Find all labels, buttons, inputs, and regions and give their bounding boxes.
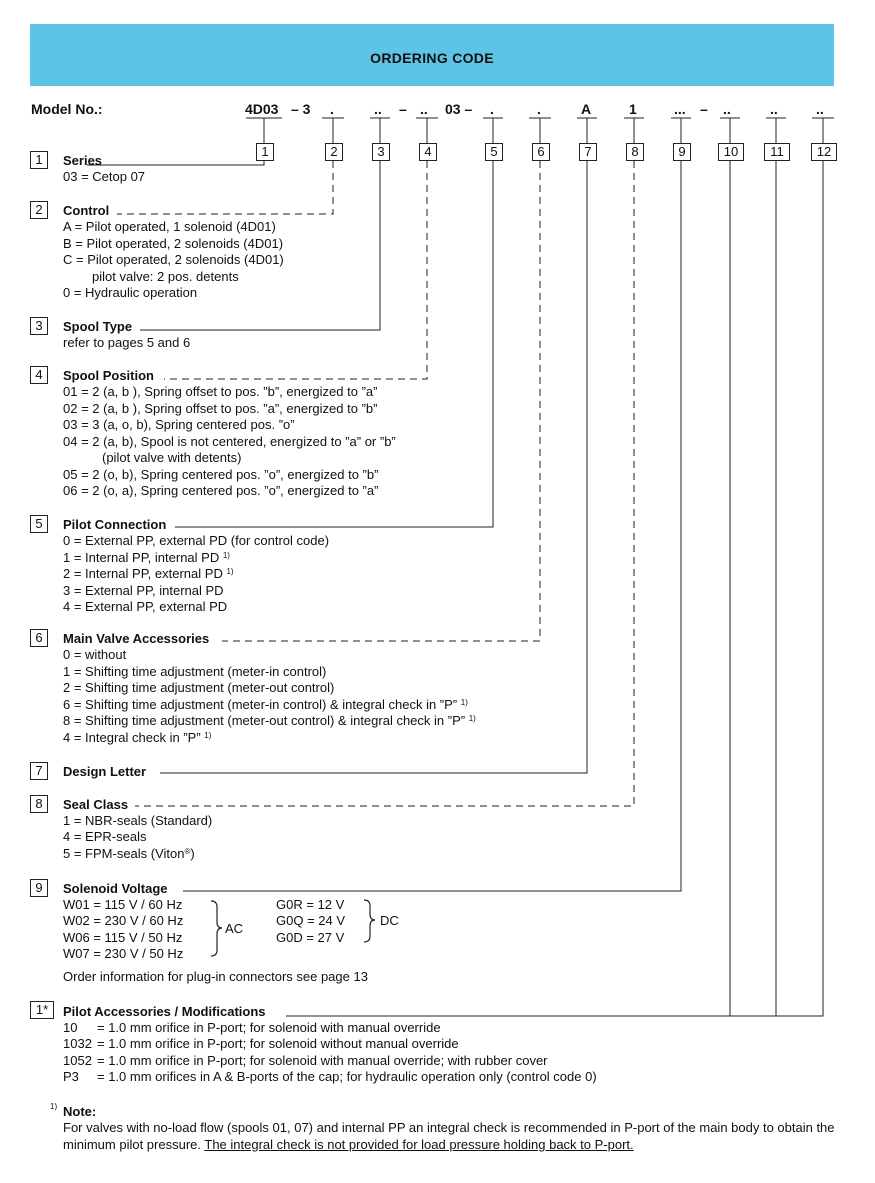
modification-option: 1052 = 1.0 mm orifice in P-port; for solenoid with manual override; with rubber cover: [63, 1053, 548, 1068]
section-4-line: 01 = 2 (a, b ), Spring offset to pos. ”b”, energized to ”a”: [63, 384, 378, 399]
section-8-line: 1 = NBR-seals (Standard): [63, 813, 213, 828]
code-seg-mod1: ..: [723, 101, 731, 117]
code-seg-spool-position: ..: [420, 101, 428, 117]
voltage-dc-option: G0Q = 24 V: [276, 913, 346, 928]
section-6-number: 6: [30, 629, 48, 647]
code-seg-dash: –: [399, 101, 407, 117]
section-5-line: 3 = External PP, internal PD: [63, 583, 224, 598]
section-5-number: 5: [30, 515, 48, 533]
section-7-title: Design Letter: [63, 764, 147, 779]
section-10-number: 1*: [30, 1001, 54, 1019]
connector-order-info: Order information for plug-in connectors see page 13: [63, 969, 368, 984]
code-seg-design-letter: A: [581, 101, 592, 117]
section-6-line: 0 = without: [63, 647, 127, 662]
voltage-ac-option: W02 = 230 V / 60 Hz: [63, 913, 184, 928]
section-4-line: 06 = 2 (o, a), Spring centered pos. ”o”, energized to ”a”: [63, 483, 379, 498]
section-5-line: 1 = Internal PP, internal PD $^{1)}$: [63, 550, 230, 565]
section-1-title: Series: [63, 153, 103, 168]
modification-option: 10 = 1.0 mm orifice in P-port; for solenoid with manual override: [63, 1020, 441, 1035]
code-box-11: 11: [764, 143, 790, 161]
voltage-dc-label: DC: [380, 913, 399, 928]
section-1-line: 03 = Cetop 07: [63, 169, 146, 184]
section-8-number: 8: [30, 795, 48, 813]
section-6-line: 2 = Shifting time adjustment (meter-out control): [63, 680, 335, 695]
voltage-ac-label: AC: [225, 921, 244, 936]
modification-option: P3 = 1.0 mm orifices in A & B-ports of the cap; for hydraulic operation only (control code 0): [63, 1069, 597, 1084]
voltage-ac-option: W07 = 230 V / 50 Hz: [63, 946, 184, 961]
code-seg-accessories: .: [537, 101, 541, 117]
code-seg-mod2: ..: [770, 101, 778, 117]
section-6-line: 4 = Integral check in ”P” $^{1)}$: [63, 730, 212, 745]
section-6-line: 8 = Shifting time adjustment (meter-out control) & integral check in ”P” $^{1)}$: [63, 713, 476, 728]
note-footnote-mark: 1): [50, 1102, 58, 1111]
voltage-dc-option: G0D = 27 V: [276, 930, 345, 945]
code-seg-spool-type: ..: [374, 101, 382, 117]
section-4-number: 4: [30, 366, 48, 384]
code-box-12: 12: [811, 143, 837, 161]
voltage-dc-option: G0R = 12 V: [276, 897, 345, 912]
section-8-line: 4 = EPR-seals: [63, 829, 147, 844]
section-5-line: 4 = External PP, external PD: [63, 599, 228, 614]
voltage-ac-option: W01 = 115 V / 60 Hz: [63, 897, 183, 912]
note-text: For valves with no-load flow (spools 01, 07) and internal PP an integral check is recommended in P-port of the main body to obtain the minimum pilot pressure. The integral check is not provided for load pressure holding back to P-port.: [63, 1120, 835, 1152]
code-box-10: 10: [718, 143, 744, 161]
section-2-title: Control: [63, 203, 110, 218]
footnote-mark: 1): [468, 714, 476, 723]
code-seg-pilot-connection: .: [490, 101, 494, 117]
footnote-mark: 1): [226, 567, 234, 576]
modification-option: 1032 = 1.0 mm orifice in P-port; for solenoid without manual override: [63, 1036, 459, 1051]
section-2-line: C = Pilot operated, 2 solenoids (4D01): [63, 252, 284, 267]
section-1-number: 1: [30, 151, 48, 169]
section-4-line: 03 = 3 (a, o, b), Spring centered pos. ”o”: [63, 417, 295, 432]
section-10-title: Pilot Accessories / Modifications: [63, 1004, 266, 1019]
section-9-title: Solenoid Voltage: [63, 881, 168, 896]
section-2-line: 0 = Hydraulic operation: [63, 285, 198, 300]
section-6-line: 6 = Shifting time adjustment (meter-in control) & integral check in ”P” $^{1)}$: [63, 697, 468, 712]
section-2-line: A = Pilot operated, 1 solenoid (4D01): [63, 219, 276, 234]
note-underlined-text: The integral check is not provided for load pressure holding back to P-port.: [204, 1136, 634, 1152]
note-title: Note:: [63, 1104, 97, 1119]
model-no-label: Model No.:: [31, 101, 103, 117]
code-seg-seal-class: 1: [629, 101, 637, 117]
section-5-line: 0 = External PP, external PD (for control code): [63, 533, 330, 548]
code-seg-voltage: ...: [674, 101, 686, 117]
section-9-number: 9: [30, 879, 48, 897]
section-4-line: (pilot valve with detents): [102, 450, 242, 465]
section-6-line: 1 = Shifting time adjustment (meter-in control): [63, 664, 327, 679]
footnote-mark: 1): [460, 698, 468, 707]
section-3-line: refer to pages 5 and 6: [63, 335, 191, 350]
section-3-title: Spool Type: [63, 319, 133, 334]
section-4-title: Spool Position: [63, 368, 154, 383]
code-box-8: 8: [626, 143, 644, 161]
section-2-number: 2: [30, 201, 48, 219]
code-box-9: 9: [673, 143, 691, 161]
code-box-5: 5: [485, 143, 503, 161]
section-2-line: B = Pilot operated, 2 solenoids (4D01): [63, 236, 284, 251]
voltage-ac-option: W06 = 115 V / 50 Hz: [63, 930, 183, 945]
code-box-7: 7: [579, 143, 597, 161]
section-6-title: Main Valve Accessories: [63, 631, 210, 646]
section-3-number: 3: [30, 317, 48, 335]
code-box-1: 1: [256, 143, 274, 161]
code-box-4: 4: [419, 143, 437, 161]
code-box-2: 2: [325, 143, 343, 161]
code-seg-series-prefix: 4D03: [245, 101, 279, 117]
code-seg-03: 03 –: [445, 101, 473, 117]
section-8-line: 5 = FPM-seals (Viton®): [63, 846, 195, 861]
section-7-number: 7: [30, 762, 48, 780]
section-8-title: Seal Class: [63, 797, 129, 812]
code-seg-dash2: –: [700, 101, 708, 117]
section-5-title: Pilot Connection: [63, 517, 167, 532]
footnote-mark: 1): [222, 551, 230, 560]
code-box-3: 3: [372, 143, 390, 161]
code-seg-control: .: [330, 101, 334, 117]
section-5-line: 2 = Internal PP, external PD $^{1)}$: [63, 566, 234, 581]
section-4-line: 04 = 2 (a, b), Spool is not centered, energized to ”a” or ”b”: [63, 434, 396, 449]
code-seg-3: – 3: [291, 101, 311, 117]
footnote-mark: 1): [204, 731, 212, 740]
page-title: ORDERING CODE: [370, 50, 494, 66]
code-seg-mod3: ..: [816, 101, 824, 117]
code-box-6: 6: [532, 143, 550, 161]
section-4-line: 05 = 2 (o, b), Spring centered pos. ”o”, energized to ”b”: [63, 467, 379, 482]
section-4-line: 02 = 2 (a, b ), Spring offset to pos. ”a”, energized to ”b”: [63, 401, 378, 416]
section-2-line: pilot valve: 2 pos. detents: [92, 269, 239, 284]
